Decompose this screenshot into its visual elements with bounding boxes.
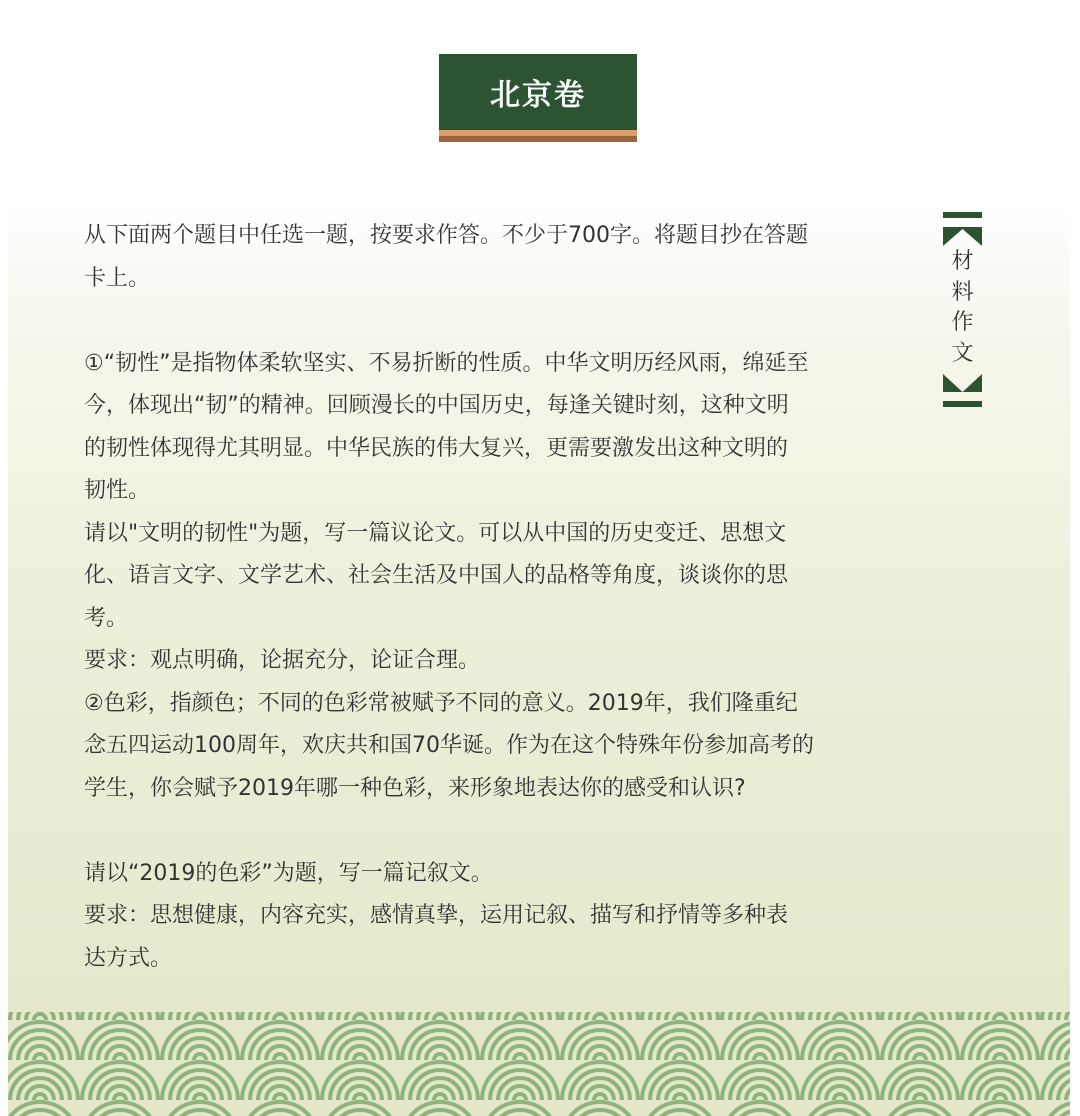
side-label-top-bar [943,212,982,218]
text-line: 请以“2019的色彩”为题，写一篇记叙文。 [84,860,493,886]
text-line: 卡上。 [84,265,151,291]
text-line: 请以"文明的韧性"为题，写一篇议论文。可以从中国的历史变迁、思想文 [84,520,787,546]
text-line: 今，体现出“韧”的精神。回顾漫长的中国历史，每逢关键时刻，这种文明 [84,393,789,418]
side-label [943,247,982,369]
text-line: 的韧性体现得尤其明显。中华民族的伟大复兴，更需要激发出这种文明的 [84,435,789,461]
title-underline-dark [439,136,637,142]
text-line: 要求：思想健康，内容充实，感情真挚，运用记叙、描写和抒情等多种表 [84,903,789,928]
essay-prompt-text [84,215,892,980]
wave-rows [8,1012,1070,1116]
side-label-char: 料 [951,279,974,305]
wave-pattern-decoration [8,1012,1070,1116]
text-line: 韧性。 [84,478,151,503]
text-line: ②色彩，指颜色；不同的色彩常被赋予不同的意义。2019年，我们隆重纪 [84,690,798,716]
side-label-bottom-bar [943,401,982,407]
side-label-char: 作 [951,310,974,335]
text-line: 达方式。 [84,945,173,971]
text-line: 念五四运动100周年，欢庆共和国70华诞。作为在这个特殊年份参加高考的 [84,733,814,758]
text-line: 从下面两个题目中任选一题，按要求作答。不少于700字。将题目抄在答题 [84,223,808,248]
side-label-top-chevron [943,227,982,246]
text-line: 化、语言文字、文学艺术、社会生活及中国人的品格等角度，谈谈你的思 [84,563,789,588]
page-title: 北京卷 [439,54,637,130]
side-label-bottom-chevron [943,374,982,392]
text-line: 学生，你会赋予2019年哪一种色彩，来形象地表达你的感受和认识? [84,775,746,801]
text-line-blank [84,810,892,853]
side-label-char: 文 [951,340,974,366]
text-line: 考。 [84,605,129,631]
text-line-blank [84,300,892,343]
text-line: 要求：观点明确，论据充分，论证合理。 [84,648,481,673]
side-label-char: 材 [951,249,974,274]
text-line: ①“韧性”是指物体柔软坚实、不易折断的性质。中华文明历经风雨，绵延至 [84,350,809,376]
